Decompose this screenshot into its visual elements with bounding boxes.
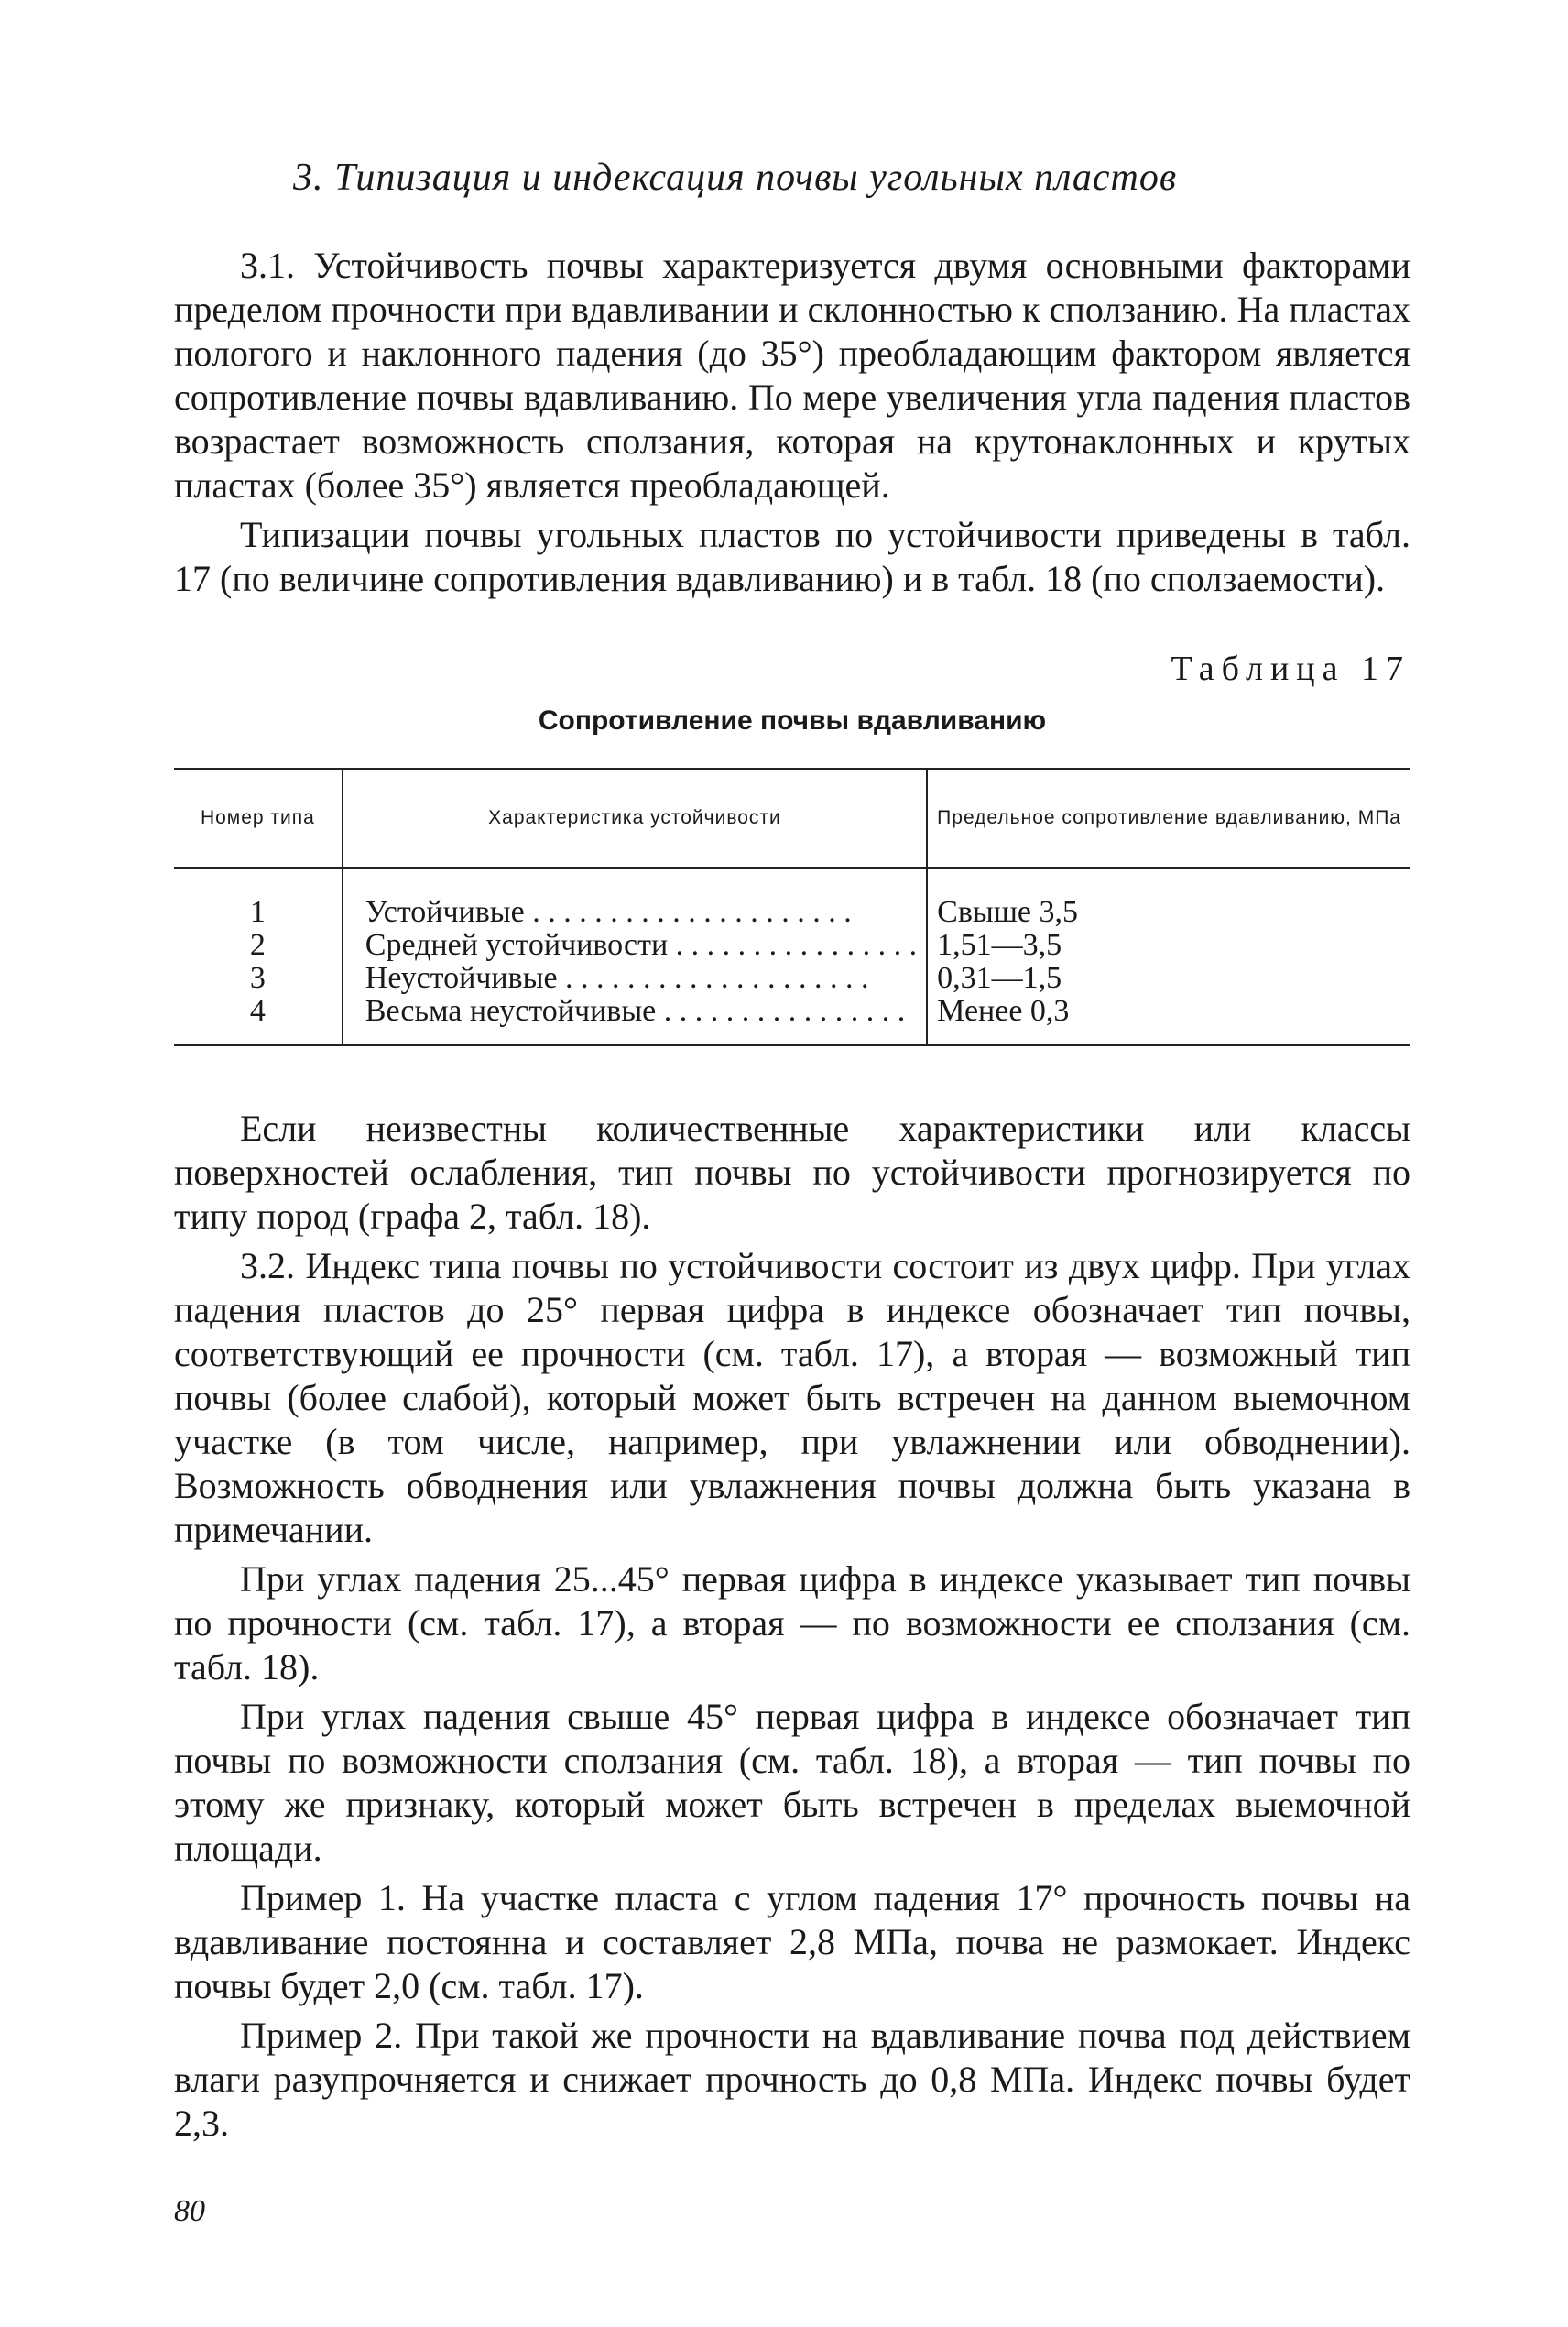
body-text: [174, 1107, 1410, 2146]
section-title: 3. Типизация и индексация почвы угольных пластов: [293, 157, 1178, 199]
paragraph: При углах падения свыше 45° первая цифра в индексе обозначает тип почвы по возможности сползания (см. табл. 18), а вторая — тип почвы по этому же признаку, который может быть встречен в пределах выемочной площади.: [174, 1696, 1410, 1869]
characteristic: [343, 929, 927, 962]
type-number: 3: [249, 961, 266, 995]
table-label: Таблица 17: [1171, 650, 1410, 688]
page-number: 80: [174, 2194, 205, 2228]
resistance-value: Свыше 3,5: [927, 868, 1410, 929]
paragraph: 3.2. Индекс типа почвы по устойчивости состоит из двух цифр. При углах падения пластов до 25° первая цифра в индексе обозначает тип почвы, соответствующий ее прочности (см. табл. 17), а вторая — возможный тип почвы (более слабой), который может быть встречен на данном выемочном участке (в том числе, например, при увлажнении или обводнении). Возможность обводнения или увлажнения почвы должна быть указана в примечании.: [174, 1245, 1410, 1550]
type-number: 2: [249, 928, 266, 962]
example-paragraph: Пример 1. На участке пласта с углом падения 17° прочность почвы на вдавливание постоянна и составляет 2,8 МПа, почва не размокает. Индекс почвы будет 2,0 (см. табл. 17).: [174, 1877, 1410, 2006]
table-row: [174, 868, 1410, 929]
resistance-value: 1,51—3,5: [927, 929, 1410, 962]
characteristic-text: Весьма неустойчивые: [365, 995, 657, 1028]
paragraph: 3.1. Устойчивость почвы характеризуется двумя основными факторами пределом прочности при вдавливании и склонностью к сползанию. На пластах пологого и наклонного падения (до 35°) преобладающим фактором является сопротивление почвы вдавливанию. По мере увеличения угла падения пластов возрастает возможность сползания, которая на крутонаклонных и крутых пластах (более 35°) является преобладающей.: [174, 245, 1410, 506]
dot-leader: . . . . . . . . . . . . . . . .: [668, 929, 918, 962]
resistance-value: Менее 0,3: [927, 995, 1410, 1045]
resistance-table: [174, 768, 1410, 1046]
dot-leader: . . . . . . . . . . . . . . . . . . . . .: [524, 895, 852, 929]
table-header-row: [174, 769, 1410, 868]
resistance-value: 0,31—1,5: [927, 962, 1410, 995]
table-row: [174, 962, 1410, 995]
type-number: 4: [249, 994, 266, 1028]
table-caption: Сопротивление почвы вдавливанию: [538, 705, 1047, 736]
header-resistance: Предельное сопротивление вдавливанию, МПа: [927, 769, 1410, 868]
header-characteristic: Характеристика устойчивости: [343, 769, 927, 868]
characteristic-text: Средней устойчивости: [365, 929, 669, 962]
paragraph: Если неизвестны количественные характеристики или классы поверхностей ослабления, тип почвы по устойчивости прогнозируется по типу пород (графа 2, табл. 18).: [174, 1108, 1410, 1237]
paragraph: При углах падения 25...45° первая цифра в индексе указывает тип почвы по прочности (см. табл. 17), а вторая — по возможности ее сползания (см. табл. 18).: [174, 1558, 1410, 1688]
table-row: [174, 995, 1410, 1045]
characteristic-text: Неустойчивые: [365, 962, 558, 995]
paragraph: Типизации почвы угольных пластов по устойчивости приведены в табл. 17 (по величине сопротивления вдавливанию) и в табл. 18 (по сползаемости).: [174, 514, 1410, 599]
type-number: 1: [249, 895, 266, 929]
page-content: [174, 156, 1410, 2151]
dot-leader: . . . . . . . . . . . . . . . . . . . .: [557, 962, 869, 995]
dot-leader: . . . . . . . . . . . . . . . .: [656, 995, 906, 1028]
characteristic: [343, 868, 927, 929]
table-row: [174, 929, 1410, 962]
example-paragraph: Пример 2. При такой же прочности на вдавливание почва под действием влаги разупрочняется и снижает прочность до 0,8 МПа. Индекс почвы будет 2,3.: [174, 2015, 1410, 2144]
header-type-number: Номер типа: [174, 769, 343, 868]
characteristic-text: Устойчивые: [365, 895, 525, 929]
characteristic: [343, 995, 927, 1045]
characteristic: [343, 962, 927, 995]
